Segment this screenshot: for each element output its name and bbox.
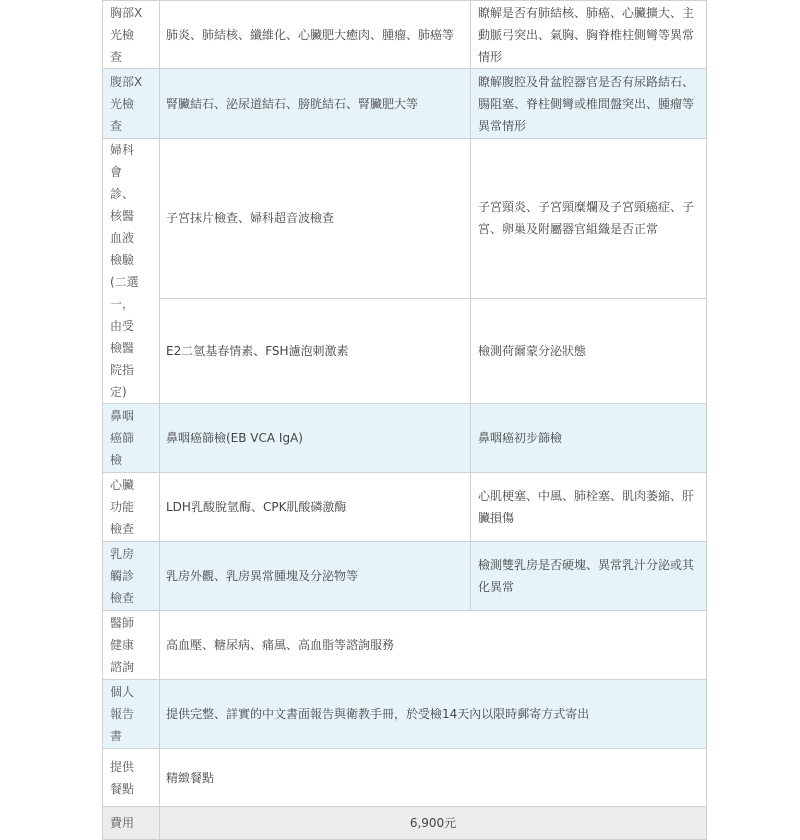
table-row <box>103 139 707 299</box>
category-cell: 心臟功能檢查 <box>103 473 160 542</box>
purpose-cell: 子宮頸炎、子宮頸糜爛及子宮頸癌症、子宮、卵巢及附屬器官組織是否正常 <box>471 139 707 299</box>
items-cell: E2二氫基春情素、FSH濾泡刺激素 <box>160 298 471 403</box>
table-row <box>103 611 707 680</box>
items-cell: 腎臟結石、泌尿道結石、膀胱結石、腎臟肥大等 <box>160 69 471 139</box>
items-cell: 提供完整、詳實的中文書面報告與衛教手冊，於受檢14天內以限時郵寄方式寄出 <box>160 680 707 749</box>
purpose-cell: 檢測雙乳房是否硬塊、異常乳汁分泌或其化異常 <box>471 542 707 611</box>
table-row <box>103 749 707 807</box>
items-cell: 肺炎、肺結核、纖維化、心臟肥大癒肉、腫瘤、肺癌等 <box>160 1 471 69</box>
price-row <box>103 807 707 840</box>
items-cell: LDH乳酸脫氫酶、CPK肌酸磷激酶 <box>160 473 471 542</box>
table-row <box>103 69 707 139</box>
purpose-cell: 心肌梗塞、中風、肺栓塞、肌肉萎縮、肝臟損傷 <box>471 473 707 542</box>
price-label: 費用 <box>103 807 160 840</box>
purpose-cell: 瞭解是否有肺結核、肺癌、心臟擴大、主動脈弓突出、氣胸、胸脊椎柱側彎等異常情形 <box>471 1 707 69</box>
items-cell: 乳房外觀、乳房異常腫塊及分泌物等 <box>160 542 471 611</box>
table-row <box>103 1 707 69</box>
exam-table <box>102 0 707 840</box>
table-row <box>103 298 707 403</box>
purpose-cell: 鼻咽癌初步篩檢 <box>471 404 707 473</box>
category-cell: 個人報告書 <box>103 680 160 749</box>
price-value: 6,900元 <box>160 807 707 840</box>
purpose-cell: 瞭解腹腔及骨盆腔器官是否有尿路結石、腸阻塞、脊柱側彎或椎間盤突出、腫瘤等異常情形 <box>471 69 707 139</box>
category-cell: 提供餐點 <box>103 749 160 807</box>
table-row <box>103 542 707 611</box>
items-cell: 子宮抹片檢查、婦科超音波檢查 <box>160 139 471 299</box>
category-cell: 乳房觸診檢查 <box>103 542 160 611</box>
items-cell: 精緻餐點 <box>160 749 707 807</box>
category-cell: 醫師健康諮詢 <box>103 611 160 680</box>
purpose-cell: 檢測荷爾蒙分泌狀態 <box>471 298 707 403</box>
category-cell: 鼻咽癌篩檢 <box>103 404 160 473</box>
items-cell: 鼻咽癌篩檢(EB VCA IgA) <box>160 404 471 473</box>
category-cell: 婦科會診、核醫血液檢驗(二選一，由受檢醫院指定) <box>103 139 160 404</box>
category-cell: 胸部X光檢查 <box>103 1 160 69</box>
items-cell: 高血壓、糖尿病、痛風、高血脂等諮詢服務 <box>160 611 707 680</box>
table-row <box>103 473 707 542</box>
table-row <box>103 404 707 473</box>
category-cell: 腹部X光檢查 <box>103 69 160 139</box>
table-row <box>103 680 707 749</box>
